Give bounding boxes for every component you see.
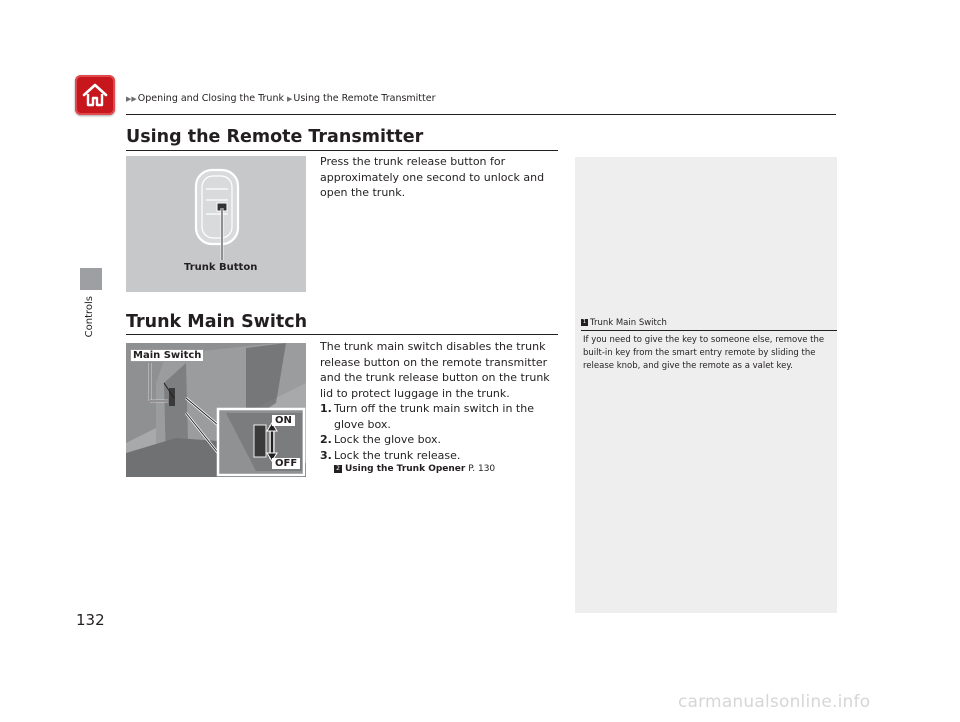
- section-title-main-switch: Trunk Main Switch: [126, 312, 308, 332]
- main-switch-label: Main Switch: [130, 349, 204, 362]
- step-item: 3. Lock the trunk release.: [320, 448, 461, 462]
- main-switch-description: [320, 339, 560, 463]
- main-switch-intro: The trunk main switch disables the trunk release button on the remote transmitter and the trunk release button on the trunk lid to protect luggage in the trunk.: [320, 340, 550, 400]
- note-title: 1 Trunk Main Switch: [582, 318, 667, 328]
- cross-reference-link[interactable]: 2 Using the Trunk Opener P. 130: [334, 464, 495, 474]
- main-switch-figure: [126, 343, 306, 477]
- breadcrumb-item[interactable]: Using the Remote Transmitter: [293, 93, 436, 104]
- header-divider: [126, 114, 836, 115]
- home-icon: [81, 81, 109, 109]
- note-icon: 1: [582, 319, 587, 325]
- glove-box-illustration: [126, 343, 306, 477]
- step-list: [320, 401, 560, 463]
- note-text: If you need to give the key to someone else, remove the built-in key from the smart entry remote by sliding the release knob, and give the remote as a valet key.: [583, 335, 825, 371]
- watermark: carmanualsonline.info: [678, 692, 871, 712]
- breadcrumb: [126, 93, 436, 104]
- home-button[interactable]: [75, 75, 115, 115]
- section-title-remote: Using the Remote Transmitter: [126, 127, 424, 147]
- remote-transmitter-figure: [126, 156, 306, 292]
- step-item: 2. Lock the glove box.: [320, 433, 442, 446]
- note-panel: [575, 157, 837, 613]
- breadcrumb-arrow-icon: ▶: [287, 95, 293, 103]
- step-item: 1. Turn off the trunk main switch in the glove box.: [320, 402, 534, 431]
- section-divider: [126, 150, 558, 151]
- page-number: 132: [76, 611, 105, 629]
- breadcrumb-arrow-icon: ▶▶: [126, 95, 137, 103]
- chapter-tab[interactable]: [80, 268, 102, 290]
- section-divider: [126, 334, 558, 335]
- reference-arrow-icon: 2: [334, 465, 342, 473]
- breadcrumb-item[interactable]: Opening and Closing the Trunk: [137, 93, 284, 104]
- chapter-label: Controls: [84, 296, 95, 338]
- off-label: OFF: [272, 458, 300, 469]
- on-label: ON: [272, 415, 295, 426]
- trunk-button-label: Trunk Button: [184, 262, 258, 273]
- remote-description: Press the trunk release button for approximately one second to unlock and open the trunk.: [320, 155, 545, 199]
- note-divider: [581, 330, 837, 331]
